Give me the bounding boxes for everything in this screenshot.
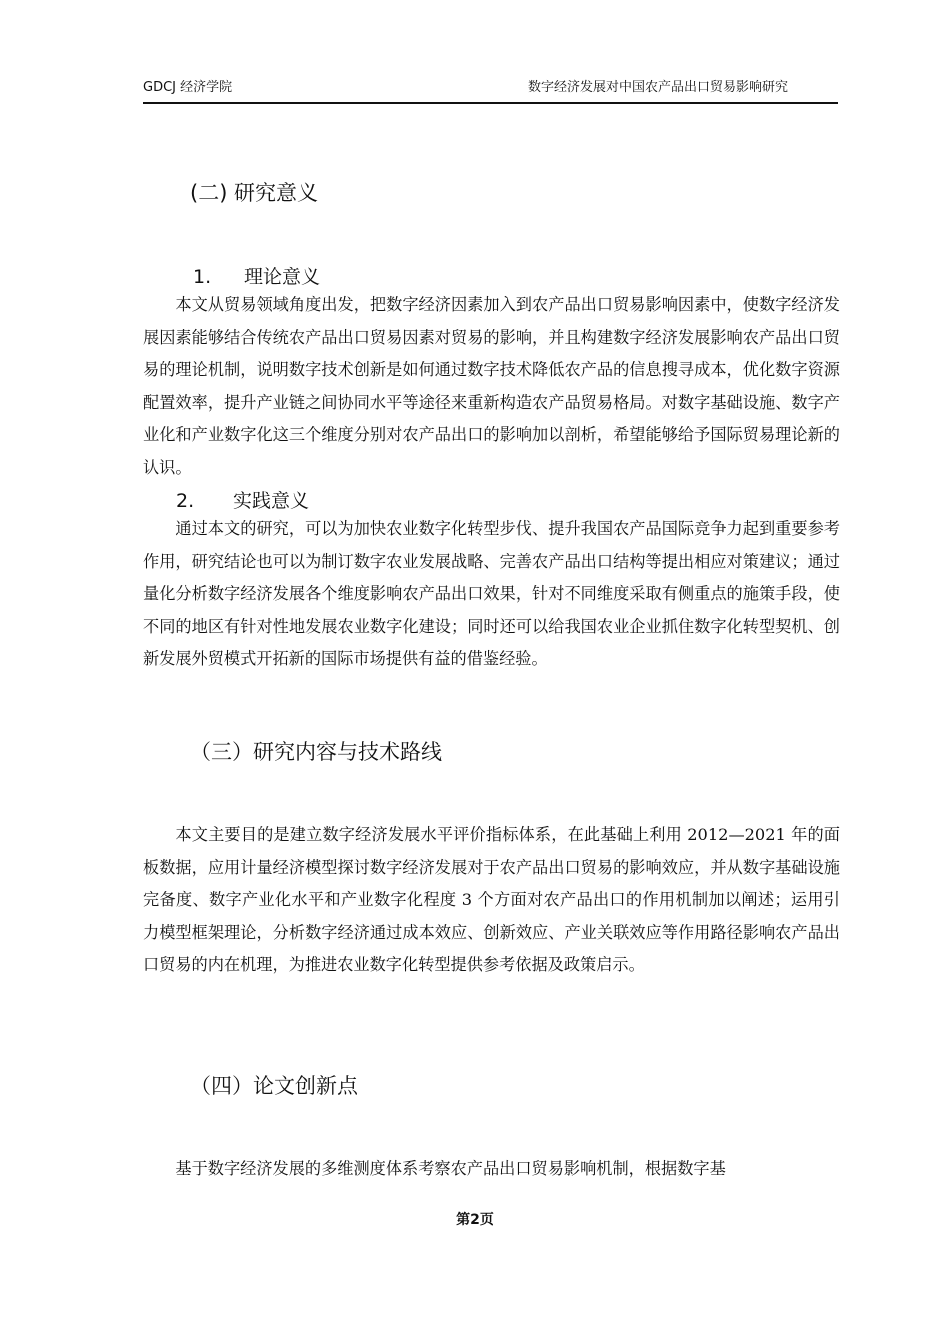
subheading-number: 1. (193, 266, 212, 288)
header-paper-title: 数字经济发展对中国农产品出口贸易影响研究 (527, 80, 788, 95)
subheading-title: 实践意义 (233, 490, 310, 512)
paragraph-practical-significance: 通过本文的研究，可以为加快农业数字化转型步伐、提升我国农产品国际竞争力起到重要参考作用，研究结论也可以为制订数字农业发展战略、完善农产品出口结构等提出相应对策建议；通过量化分析数字经济发展各个维度影响农产品出口效果，针对不同维度采取有侧重点的施策手段，使不同的地区有针对性地发展农业数字化建设；同时还可以给我国农业企业抓住数字化转型契机、创新发展外贸模式开拓新的国际市场提供有益的借鉴经验。 (143, 519, 840, 668)
paragraph-innovation: 基于数字经济发展的多维测度体系考察农产品出口贸易影响机制，根据数字基 (175, 1159, 726, 1178)
subheading-title: 理论意义 (244, 266, 321, 288)
section-heading-innovation: （四）论文创新点 (190, 1074, 358, 1098)
header-institution: GDCJ 经济学院 (143, 80, 233, 95)
paragraph-theoretical-significance: 本文从贸易领域角度出发，把数字经济因素加入到农产品出口贸易影响因素中，使数字经济发展因素能够结合传统农产品出口贸易因素对贸易的影响，并且构建数字经济发展影响农产品出口贸易的理论机制，说明数字技术创新是如何通过数字技术降低农产品的信息搜寻成本，优化数字资源配置效率，提升产业链之间协同水平等途径来重新构造农产品贸易格局。对数字基础设施、数字产业化和产业数字化这三个维度分别对农产品出口的影响加以剖析，希望能够给予国际贸易理论新的认识。 (143, 295, 840, 477)
subheading-practical-significance (176, 487, 309, 515)
section-heading-research-content: （三）研究内容与技术路线 (190, 740, 442, 764)
paragraph-research-content: 本文主要目的是建立数字经济发展水平评价指标体系，在此基础上利用 2012—2021 年的面板数据，应用计量经济模型探讨数字经济发展对于农产品出口贸易的影响效应，并从数字基础设施完备度、数字产业化水平和产业数字化程度 3 个方面对农产品出口的作用机制加以阐述；运用引力模型框架理论，分析数字经济通过成本效应、创新效应、产业关联效应等作用路径影响农产品出口贸易的内在机理，为推进农业数字化转型提供参考依据及政策启示。 (143, 825, 840, 974)
page-number: 第2页 (456, 1212, 494, 1228)
section-heading-research-significance: (二) 研究意义 (190, 181, 319, 205)
subheading-number: 2. (176, 490, 195, 512)
subheading-theoretical-significance (193, 263, 320, 291)
page-header (143, 78, 838, 104)
